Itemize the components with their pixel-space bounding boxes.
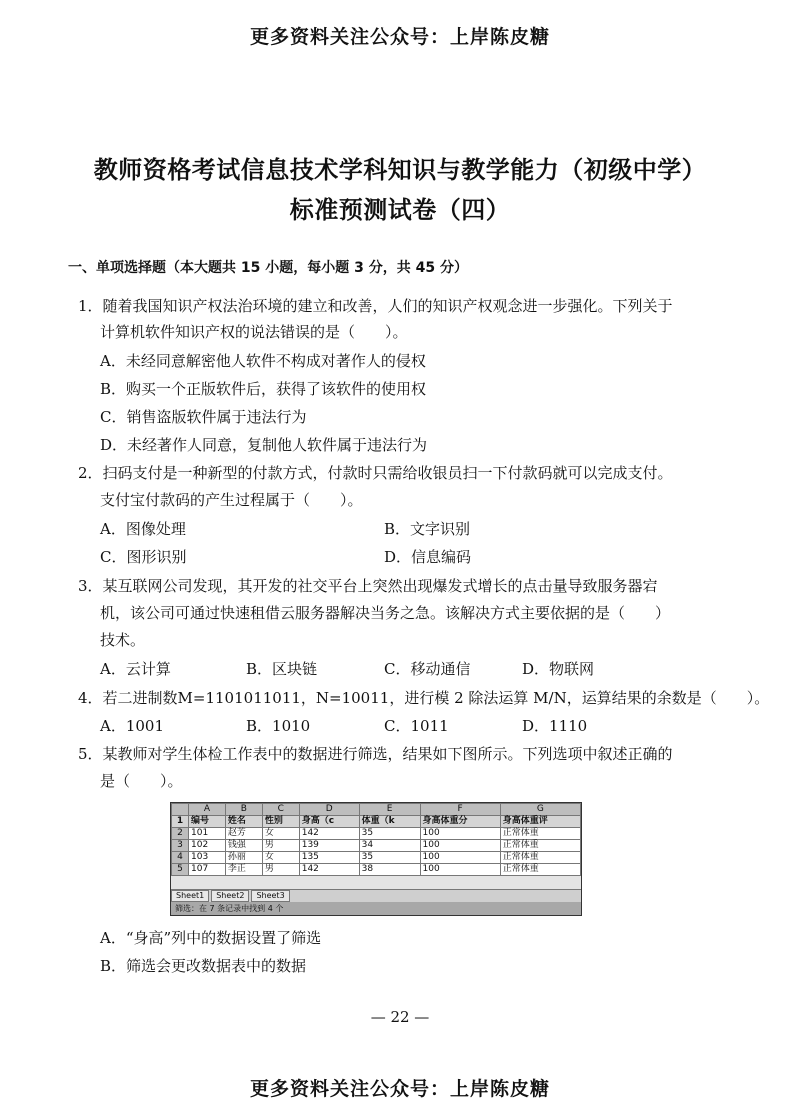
field-header: 身高体重评 [500, 816, 580, 828]
question-4-option-c: C．1011 [384, 717, 449, 735]
section-heading: 一、单项选择题（本大题共 15 小题，每小题 3 分，共 45 分） [68, 260, 468, 276]
table-cell: 139 [299, 840, 359, 852]
top-banner: 更多资料关注公众号：上岸陈皮糖 [249, 26, 550, 48]
page-title: 教师资格考试信息技术学科知识与教学能力（初级中学） [93, 156, 707, 184]
question-2-option-a: A．图像处理 [100, 520, 186, 538]
table-cell: 102 [189, 840, 226, 852]
table-cell: 142 [299, 864, 359, 876]
table-cell: 孙丽 [225, 852, 262, 864]
column-letter: D [299, 804, 359, 816]
question-3-option-a: A．云计算 [100, 660, 171, 678]
row-number: 5 [172, 864, 189, 876]
question-1-stem-line-2: 计算机软件知识产权的说法错误的是（ ）。 [100, 323, 408, 341]
table-cell: 正常体重 [500, 864, 580, 876]
question-4-option-b: B．1010 [246, 717, 311, 735]
sheet-tab-bar [171, 889, 581, 902]
question-5-stem-line-1: 5．某教师对学生体检工作表中的数据进行筛选，结果如下图所示。下列选项中叙述正确的 [78, 745, 673, 763]
table-cell: 钱强 [225, 840, 262, 852]
sheet-status-bar: 筛选：在 7 条记录中找到 4 个 [171, 902, 582, 915]
column-letter: F [420, 804, 500, 816]
table-cell: 142 [299, 828, 359, 840]
question-5-option-b: B．筛选会更改数据表中的数据 [100, 957, 307, 975]
row-number: 2 [172, 828, 189, 840]
table-cell: 正常体重 [500, 852, 580, 864]
question-4-option-d: D．1110 [522, 717, 588, 735]
field-header: 性别 [262, 816, 299, 828]
table-cell: 男 [262, 864, 299, 876]
question-3-option-c: C．移动通信 [384, 660, 471, 678]
table-cell: 男 [262, 840, 299, 852]
table-row [172, 852, 581, 864]
table-cell: 100 [420, 864, 500, 876]
field-header: 身高体重分 [420, 816, 500, 828]
question-2-option-d: D．信息编码 [384, 548, 472, 566]
question-4-option-a: A．1001 [100, 717, 165, 735]
question-1-stem-line-1: 1．随着我国知识产权法治环境的建立和改善，人们的知识产权观念进一步强化。下列关于 [78, 297, 673, 315]
table-cell: 35 [359, 828, 420, 840]
field-header: 体重（k [359, 816, 420, 828]
table-row [172, 840, 581, 852]
table-cell: 103 [189, 852, 226, 864]
table-row [172, 864, 581, 876]
column-letter: G [500, 804, 580, 816]
table-cell: 100 [420, 852, 500, 864]
table-cell: 100 [420, 840, 500, 852]
table-row [172, 828, 581, 840]
sheet-tab: Sheet1 [171, 890, 209, 902]
row-number: 3 [172, 840, 189, 852]
question-1-option-c: C．销售盗版软件属于违法行为 [100, 408, 307, 426]
column-letter: E [359, 804, 420, 816]
table-cell: 135 [299, 852, 359, 864]
question-5-stem-line-2: 是（ ）。 [100, 772, 183, 790]
question-1-option-b: B．购买一个正版软件后，获得了该软件的使用权 [100, 380, 427, 398]
table-cell: 35 [359, 852, 420, 864]
question-3-option-b: B．区块链 [246, 660, 318, 678]
table-cell: 101 [189, 828, 226, 840]
column-letter: C [262, 804, 299, 816]
question-5-option-a: A．“身高”列中的数据设置了筛选 [100, 929, 322, 947]
field-header-row [172, 816, 581, 828]
question-3-stem-line-1: 3．某互联网公司发现，其开发的社交平台上突然出现爆发式增长的点击量导致服务器宕 [78, 577, 658, 595]
question-2-option-c: C．图形识别 [100, 548, 187, 566]
field-header: 编号 [189, 816, 226, 828]
table-cell: 正常体重 [500, 828, 580, 840]
row-number: 4 [172, 852, 189, 864]
corner-cell [172, 804, 189, 816]
table-cell: 李正 [225, 864, 262, 876]
sheet-tab: Sheet3 [251, 890, 289, 902]
question-1-option-d: D．未经著作人同意，复制他人软件属于违法行为 [100, 436, 428, 454]
question-2-option-b: B．文字识别 [384, 520, 471, 538]
question-2-stem-line-1: 2．扫码支付是一种新型的付款方式，付款时只需给收银员扫一下付款码就可以完成支付。 [78, 464, 673, 482]
table-cell: 38 [359, 864, 420, 876]
spreadsheet-figure [170, 802, 582, 916]
page-number: — 22 — [370, 1008, 430, 1026]
question-1-option-a: A．未经同意解密他人软件不构成对著作人的侵权 [100, 352, 426, 370]
table-cell: 34 [359, 840, 420, 852]
table-cell: 107 [189, 864, 226, 876]
table-cell: 赵芳 [225, 828, 262, 840]
table-cell: 100 [420, 828, 500, 840]
column-letter: A [189, 804, 226, 816]
table-cell: 女 [262, 852, 299, 864]
sheet-tab: Sheet2 [211, 890, 249, 902]
bottom-banner: 更多资料关注公众号：上岸陈皮糖 [249, 1078, 550, 1100]
spreadsheet-table [171, 803, 581, 876]
field-header: 姓名 [225, 816, 262, 828]
question-3-stem-line-2: 机，该公司可通过快速租借云服务器解决当务之急。该解决方式主要依据的是（ ） [100, 604, 671, 622]
row-number: 1 [172, 816, 189, 828]
question-2-stem-line-2: 支付宝付款码的产生过程属于（ ）。 [100, 491, 363, 509]
question-3-stem-line-3: 技术。 [100, 631, 146, 649]
table-cell: 女 [262, 828, 299, 840]
page-subtitle: 标准预测试卷（四） [289, 196, 511, 224]
field-header: 身高（c [299, 816, 359, 828]
question-3-option-d: D．物联网 [522, 660, 595, 678]
column-letter: B [225, 804, 262, 816]
table-cell: 正常体重 [500, 840, 580, 852]
column-letter-row [172, 804, 581, 816]
question-4-stem: 4．若二进制数M=1101011011，N=10011，进行模 2 除法运算 M/N，运算结果的余数是（ ）。 [78, 689, 770, 707]
